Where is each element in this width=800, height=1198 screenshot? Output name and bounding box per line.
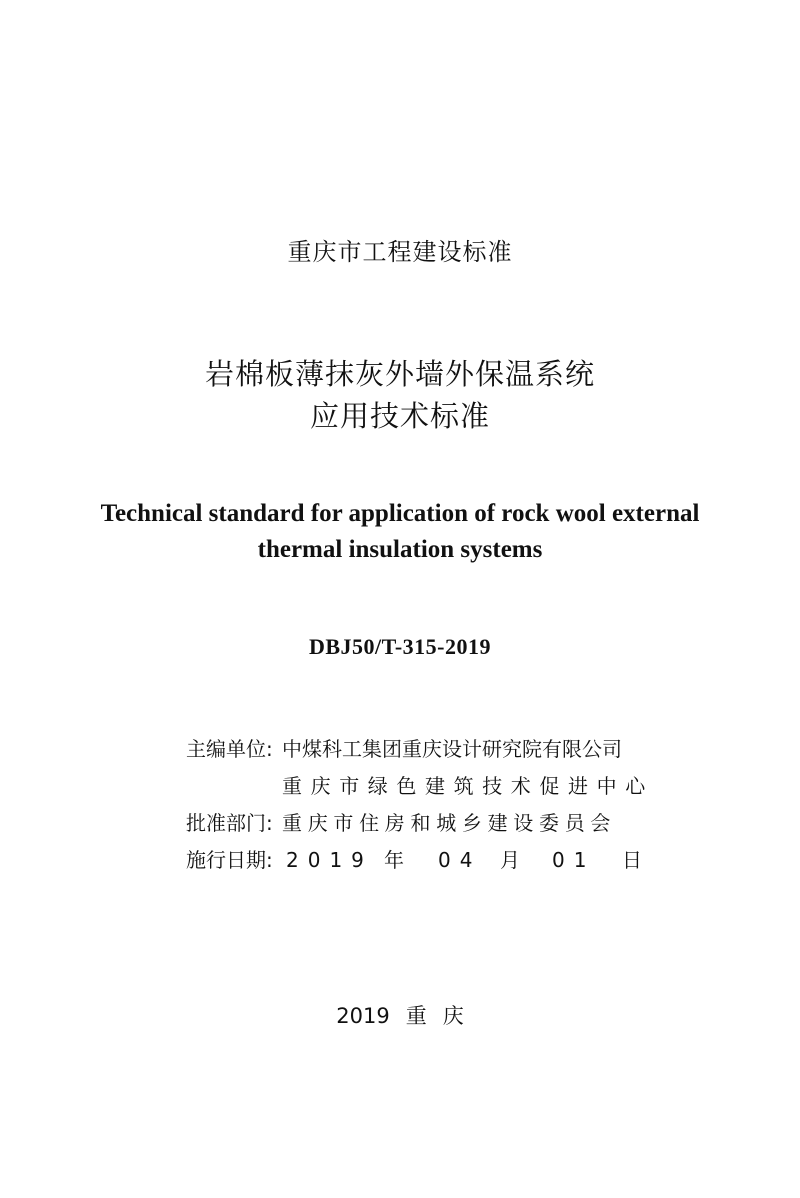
footer-city-char-1: 重 xyxy=(405,1004,427,1028)
effective-date-year: 2019 xyxy=(286,848,373,872)
editor-row xyxy=(186,735,622,763)
effective-date-day-unit: 日 xyxy=(622,848,642,872)
effective-date-label: 施行日期: xyxy=(186,848,273,872)
editor-org-secondary: 重庆市绿色建筑技术促进中心 xyxy=(282,774,654,798)
footer-year: 2019 xyxy=(336,1004,390,1028)
effective-date-month-unit: 月 xyxy=(500,848,520,872)
english-title-line-2: thermal insulation systems xyxy=(257,536,543,563)
effective-date-year-unit: 年 xyxy=(384,848,404,872)
document-title-line-2: 应用技术标准 xyxy=(309,399,490,433)
editor-label: 主编单位: xyxy=(186,737,273,761)
document-title-line-1: 岩棉板薄抹灰外墙外保温系统 xyxy=(204,357,595,391)
publication-footer xyxy=(0,1000,800,1030)
editor-org-primary: 中煤科工集团重庆设计研究院有限公司 xyxy=(282,737,622,761)
approval-label: 批准部门: xyxy=(186,811,273,835)
approval-department: 重庆市住房和城乡建设委员会 xyxy=(282,811,617,835)
approval-row xyxy=(186,809,617,837)
effective-date-row xyxy=(186,846,642,874)
effective-date-month: 04 xyxy=(438,848,482,872)
effective-date-day: 01 xyxy=(552,848,596,872)
footer-city-char-2: 庆 xyxy=(442,1004,464,1028)
publisher-header: 重庆市工程建设标准 xyxy=(287,238,513,266)
standard-code: DBJ50/T-315-2019 xyxy=(309,634,491,659)
english-title-line-1: Technical standard for application of rock wool external xyxy=(100,500,700,527)
